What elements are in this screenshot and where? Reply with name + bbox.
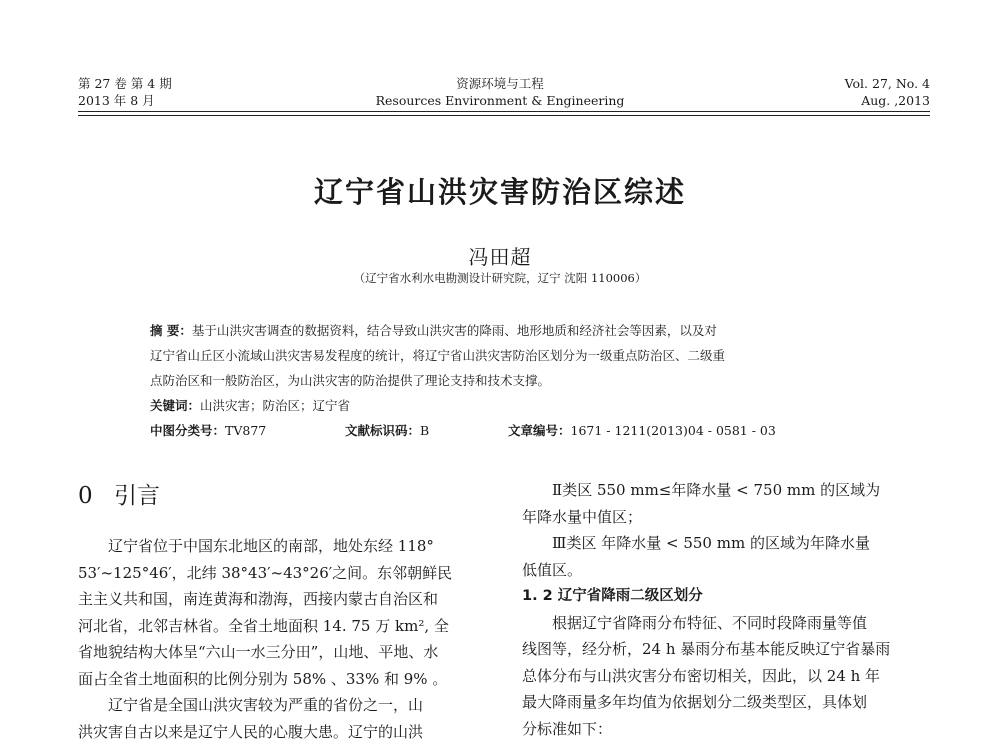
header-rule-thick [78,111,930,112]
keywords-text: 山洪灾害；防治区；辽宁省 [200,398,350,413]
abstract-text-3: 点防治区和一般防治区，为山洪灾害的防治提供了理论支持和技术支撑。 [150,368,870,393]
abstract-text-1: 基于山洪灾害调查的数据资料，结合导致山洪灾害的降雨、地形地质和经济社会等因素，以及对 [192,323,717,338]
section-title: 引言 [114,483,160,509]
clc-number: 中图分类号：TV877 [150,418,266,443]
text-line: 辽宁省是全国山洪灾害较为严重的省份之一，山 [78,692,490,719]
section-heading [78,483,490,531]
author-affiliation: （辽宁省水利水电勘测设计研究院，辽宁 沈阳 110006） [0,270,1000,286]
intro-paragraph-1 [78,533,490,692]
text-line: 主主义共和国，南连黄海和渤海，西接内蒙古自治区和 [78,586,490,613]
abstract-text-2: 辽宁省山丘区小流域山洪灾害易发程度的统计，将辽宁省山洪灾害防治区划分为一级重点防治区、二级重 [150,343,870,368]
header-rule-thin [78,115,930,116]
volume-issue: 第 27 卷 第 4 期 [78,75,172,92]
text-line: 线图等，经分析，24 h 暴雨分布基本能反映辽宁省暴雨 [522,636,932,663]
text-line: 面占全省土地面积的比例分别为 58% 、33% 和 9% 。 [78,666,490,693]
text-line: 年降水量中值区； [522,504,932,531]
keywords-label: 关键词： [150,398,200,413]
abstract [150,318,870,443]
text-line: Ⅱ类区 550 mm≤年降水量 < 750 mm 的区域为 [522,477,932,504]
intro-paragraph-2 [78,692,490,745]
rain-class-3 [522,530,932,583]
right-column [522,477,932,742]
journal-issue-info [78,75,172,109]
classification-row [150,418,870,443]
journal-name-block [300,75,700,109]
journal-name-cn: 资源环境与工程 [300,75,700,92]
text-line: 河北省，北邻吉林省。全省土地面积 14. 75 万 km², 全 [78,613,490,640]
left-column [78,483,490,745]
abstract-line [150,318,870,343]
author-name: 冯田超 [0,241,1000,270]
abstract-label: 摘 要： [150,323,192,338]
section-number: 0 [78,483,93,509]
subsection-heading: 1. 2 辽宁省降雨二级区划分 [522,583,932,610]
paper-title: 辽宁省山洪灾害防治区综述 [0,170,1000,211]
text-line: 最大降雨量多年均值为依据划分二级类型区，具体划 [522,689,932,716]
volume-en: Vol. 27, No. 4 [720,75,930,92]
keywords [150,393,870,418]
text-line: 分标准如下： [522,716,932,743]
journal-name-en: Resources Environment & Engineering [300,92,700,109]
text-line: 53′~125°46′，北纬 38°43′~43°26′之间。东邻朝鲜民 [78,560,490,587]
date-en: Aug. ,2013 [720,92,930,109]
journal-volume-en [720,75,930,109]
text-line: 辽宁省位于中国东北地区的南部，地处东经 118° [78,533,490,560]
text-line: 省地貌结构大体呈“六山一水三分田”，山地、平地、水 [78,639,490,666]
text-line: 总体分布与山洪灾害分布密切相关，因此，以 24 h 年 [522,663,932,690]
issue-date: 2013 年 8 月 [78,92,172,109]
rain-class-2 [522,477,932,530]
document-code: 文献标识码：B [345,418,429,443]
text-line: 根据辽宁省降雨分布特征、不同时段降雨量等值 [522,610,932,637]
text-line: Ⅲ类区 年降水量 < 550 mm 的区域为年降水量 [522,530,932,557]
text-line: 低值区。 [522,557,932,584]
text-line: 洪灾害自古以来是辽宁人民的心腹大患。辽宁的山洪 [78,719,490,745]
article-number: 文章编号：1671 - 1211(2013)04 - 0581 - 03 [508,418,776,443]
subsection-paragraph [522,610,932,743]
